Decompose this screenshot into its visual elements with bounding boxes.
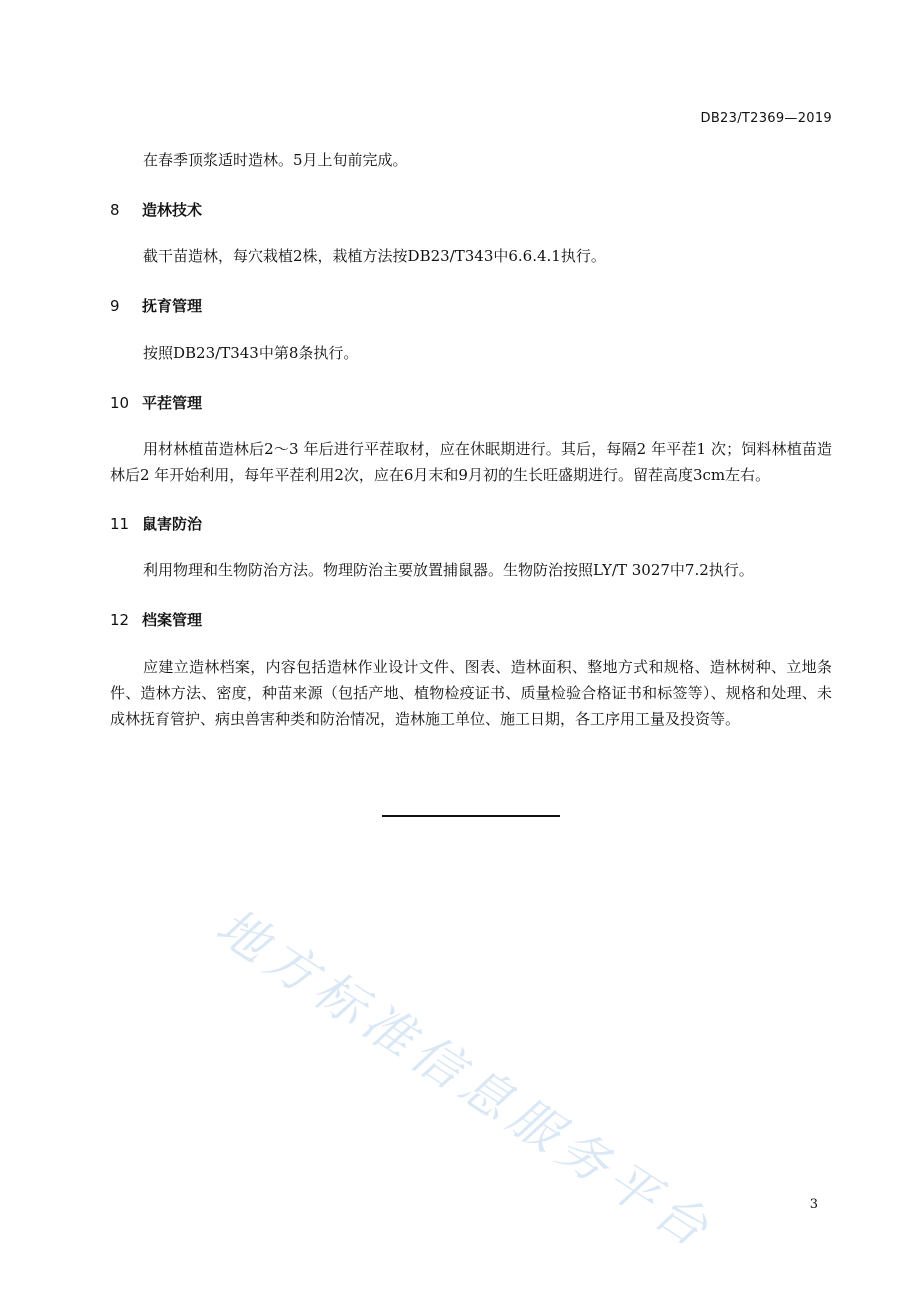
section-number: 11 xyxy=(110,515,130,533)
section-9-body: 按照DB23/T343中第8条执行。 xyxy=(143,344,359,362)
document-code: DB23/T2369—2019 xyxy=(700,111,832,126)
section-title: 抚育管理 xyxy=(142,297,203,315)
section-title: 造林技术 xyxy=(142,201,203,219)
end-of-document-rule xyxy=(382,815,560,817)
intro-paragraph: 在春季顶浆适时造林。5月上旬前完成。 xyxy=(143,151,408,169)
watermark: 地方标准信息服务平台 xyxy=(206,897,725,1262)
section-title: 鼠害防治 xyxy=(142,515,203,533)
section-10-body: 用材林植苗造林后2～3 年后进行平茬取材，应在休眠期进行。其后，每隔2 年平茬1 次；饲料林植苗造林后2 年开始利用，每年平茬利用2次，应在6月末和9月初的生长旺盛期进行。留茬高度3cm左右。 xyxy=(110,440,832,484)
section-title: 档案管理 xyxy=(142,611,203,629)
section-9-heading xyxy=(110,295,202,316)
section-12-heading xyxy=(110,609,202,630)
section-8-body: 截干苗造林，每穴栽植2株，栽植方法按DB23/T343中6.6.4.1执行。 xyxy=(143,247,606,265)
section-12-body: 应建立造林档案，内容包括造林作业设计文件、图表、造林面积、整地方式和规格、造林树种、立地条件、造林方法、密度，种苗来源（包括产地、植物检疫证书、质量检验合格证书和标签等）、规格和处理、未成林抚育管护、病虫兽害种类和防治情况，造林施工单位、施工日期，各工序用工量及投资等。 xyxy=(110,658,832,728)
section-title: 平茬管理 xyxy=(142,394,203,412)
section-number: 10 xyxy=(110,394,130,412)
section-10-heading xyxy=(110,392,202,413)
section-8-heading xyxy=(110,199,202,220)
section-number: 8 xyxy=(110,201,120,219)
section-number: 12 xyxy=(110,611,130,629)
section-number: 9 xyxy=(110,297,120,315)
section-11-heading xyxy=(110,513,202,534)
page-number: 3 xyxy=(809,1197,818,1212)
section-11-body: 利用物理和生物防治方法。物理防治主要放置捕鼠器。生物防治按照LY/T 3027中7.2执行。 xyxy=(143,561,754,579)
